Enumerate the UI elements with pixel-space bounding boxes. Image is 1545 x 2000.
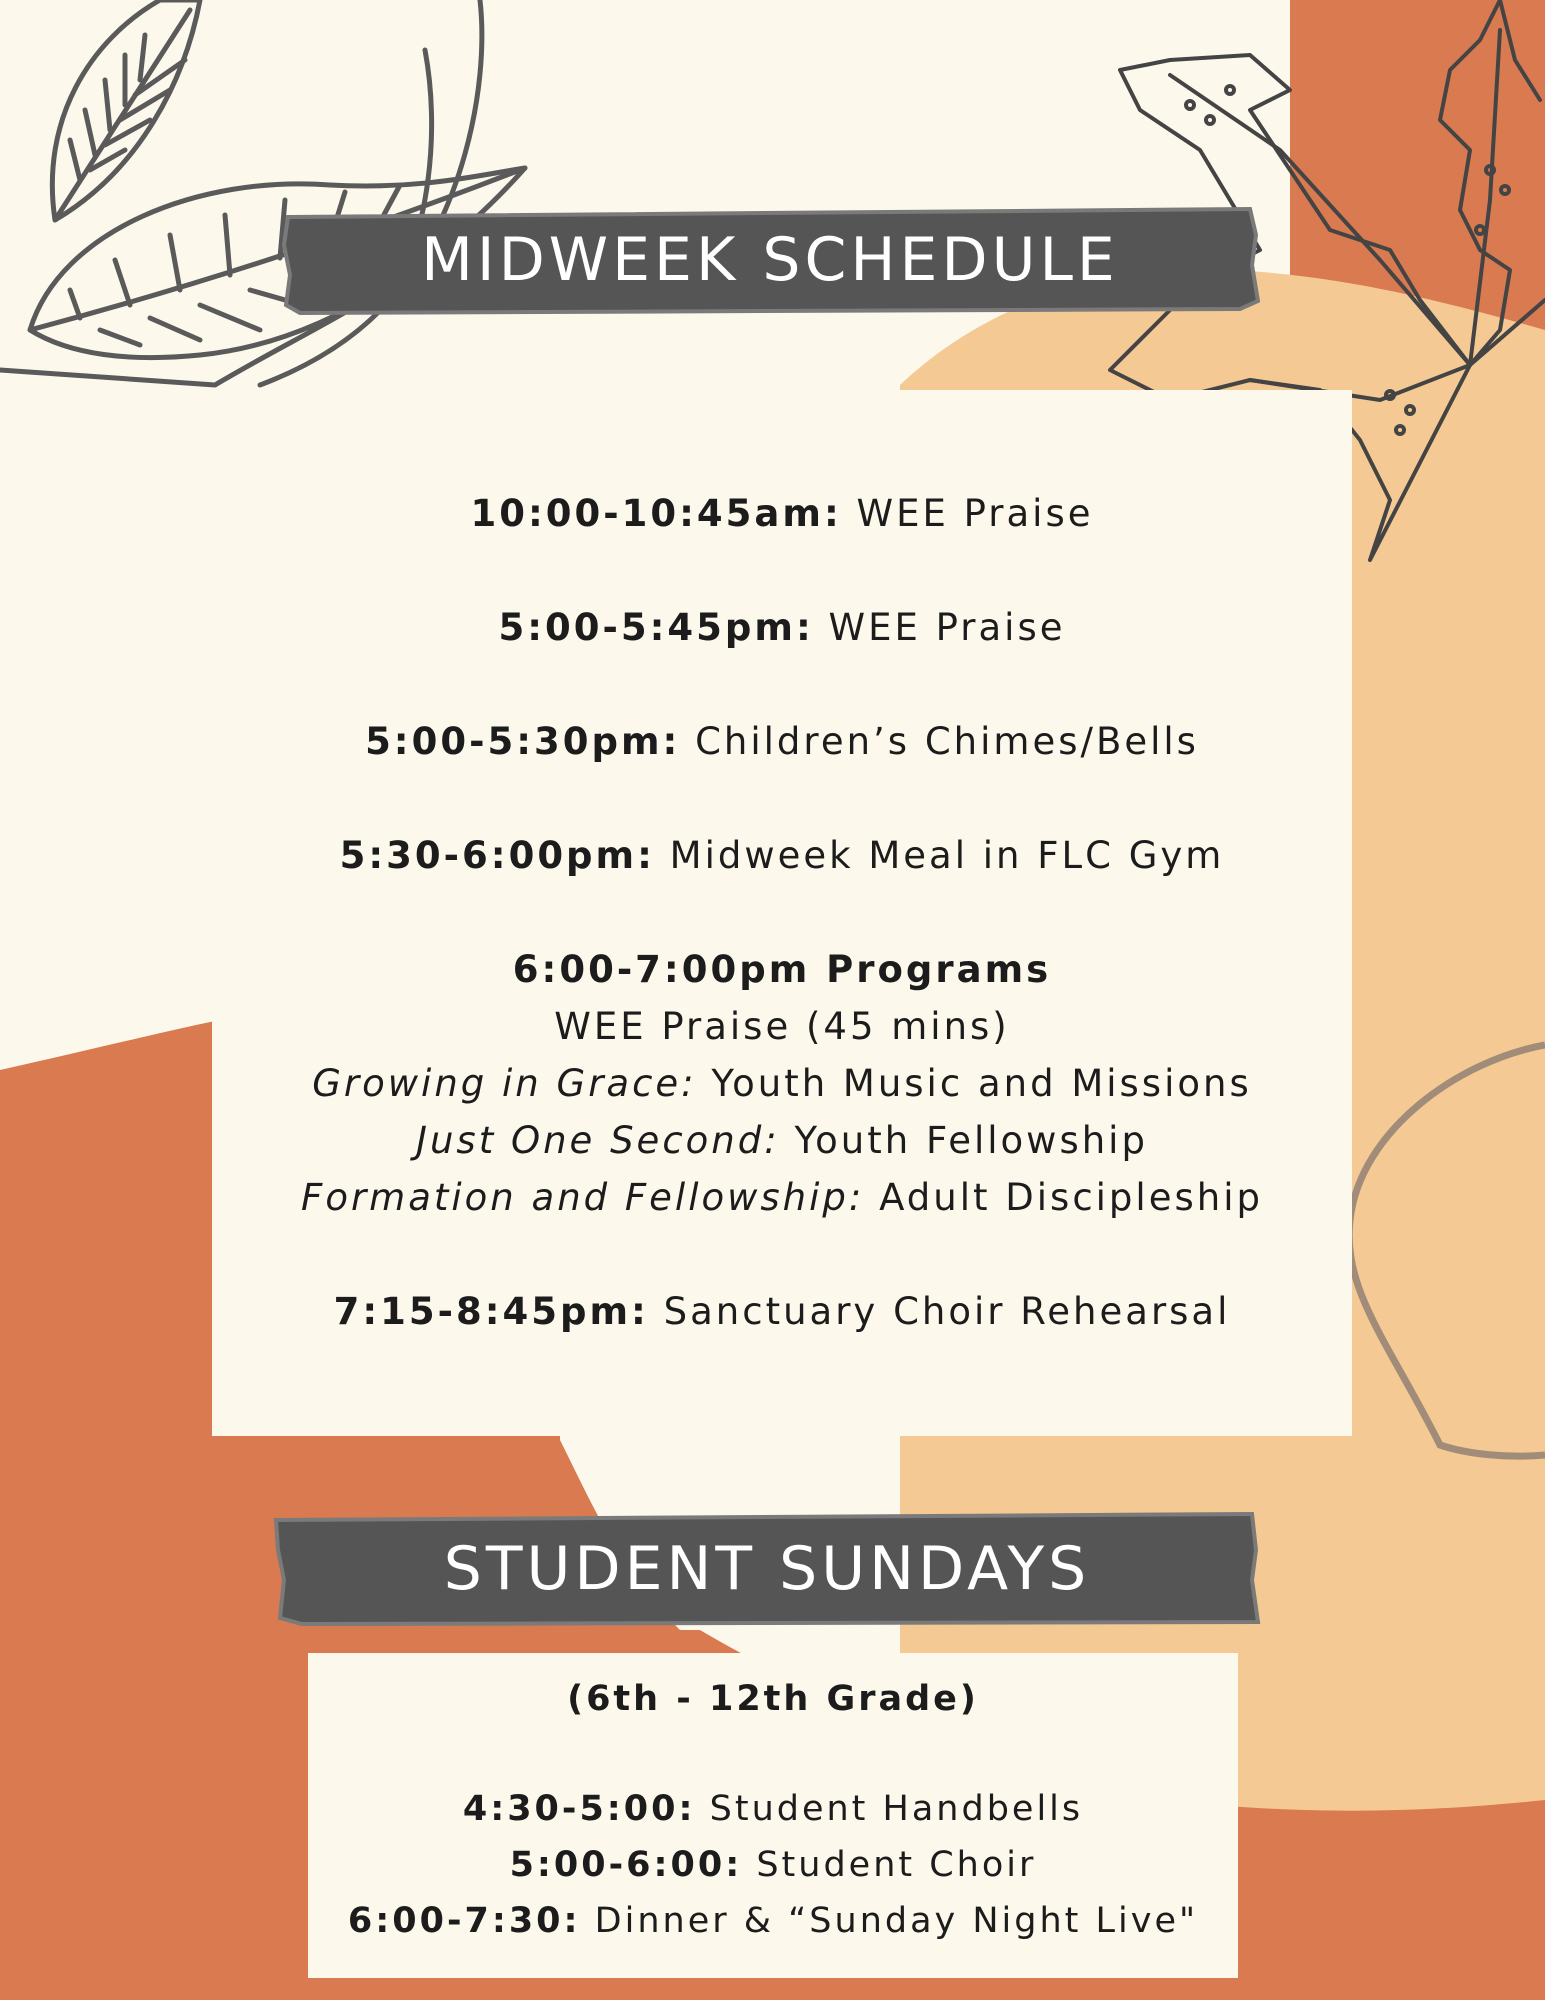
schedule-item bbox=[212, 718, 1352, 766]
program-name: Just One Second: bbox=[416, 1119, 780, 1162]
schedule-item bbox=[212, 490, 1352, 538]
schedule-text: WEE Praise bbox=[841, 492, 1094, 535]
midweek-schedule-card bbox=[212, 390, 1352, 1436]
schedule-time: 4:30-5:00: bbox=[462, 1789, 696, 1829]
program-row bbox=[212, 1174, 1352, 1222]
schedule-item bbox=[308, 1785, 1238, 1833]
schedule-item bbox=[308, 1897, 1238, 1945]
midweek-schedule-title: MIDWEEK SCHEDULE bbox=[421, 225, 1119, 295]
program-desc: Youth Music and Missions bbox=[696, 1062, 1252, 1105]
schedule-time: 5:30-6:00pm: bbox=[339, 834, 655, 877]
schedule-text: Sanctuary Choir Rehearsal bbox=[648, 1290, 1231, 1333]
schedule-time: 10:00-10:45am: bbox=[470, 492, 842, 535]
student-sundays-title: STUDENT SUNDAYS bbox=[443, 1534, 1091, 1604]
program-name: Formation and Fellowship: bbox=[301, 1176, 865, 1219]
schedule-time: 5:00-5:30pm: bbox=[365, 720, 681, 763]
schedule-item bbox=[212, 1288, 1352, 1336]
schedule-item bbox=[308, 1841, 1238, 1889]
schedule-time: 5:00-5:45pm: bbox=[498, 606, 814, 649]
program-name: Growing in Grace: bbox=[312, 1062, 697, 1105]
schedule-text: WEE Praise bbox=[813, 606, 1066, 649]
grade-range: (6th - 12th Grade) bbox=[567, 1679, 979, 1719]
schedule-item bbox=[212, 832, 1352, 880]
schedule-text: Midweek Meal in FLC Gym bbox=[654, 834, 1225, 877]
schedule-time: 5:00-6:00: bbox=[509, 1845, 743, 1885]
schedule-text: Dinner & “Sunday Night Live" bbox=[580, 1901, 1199, 1941]
schedule-text: Children’s Chimes/Bells bbox=[680, 720, 1199, 763]
programs-line: WEE Praise (45 mins) bbox=[554, 1005, 1010, 1048]
schedule-time: 6:00-7:30: bbox=[347, 1901, 581, 1941]
midweek-schedule-banner bbox=[280, 205, 1260, 315]
student-sundays-card bbox=[308, 1653, 1238, 1978]
program-desc: Adult Discipleship bbox=[864, 1176, 1263, 1219]
schedule-text: Student Choir bbox=[742, 1845, 1037, 1885]
programs-heading: 6:00-7:00pm Programs bbox=[512, 948, 1052, 991]
program-row bbox=[212, 1060, 1352, 1108]
program-row bbox=[212, 1117, 1352, 1165]
program-desc: Youth Fellowship bbox=[779, 1119, 1148, 1162]
student-sundays-banner bbox=[272, 1510, 1262, 1628]
schedule-item bbox=[212, 604, 1352, 652]
schedule-text: Student Handbells bbox=[695, 1789, 1084, 1829]
schedule-time: 7:15-8:45pm: bbox=[333, 1290, 649, 1333]
